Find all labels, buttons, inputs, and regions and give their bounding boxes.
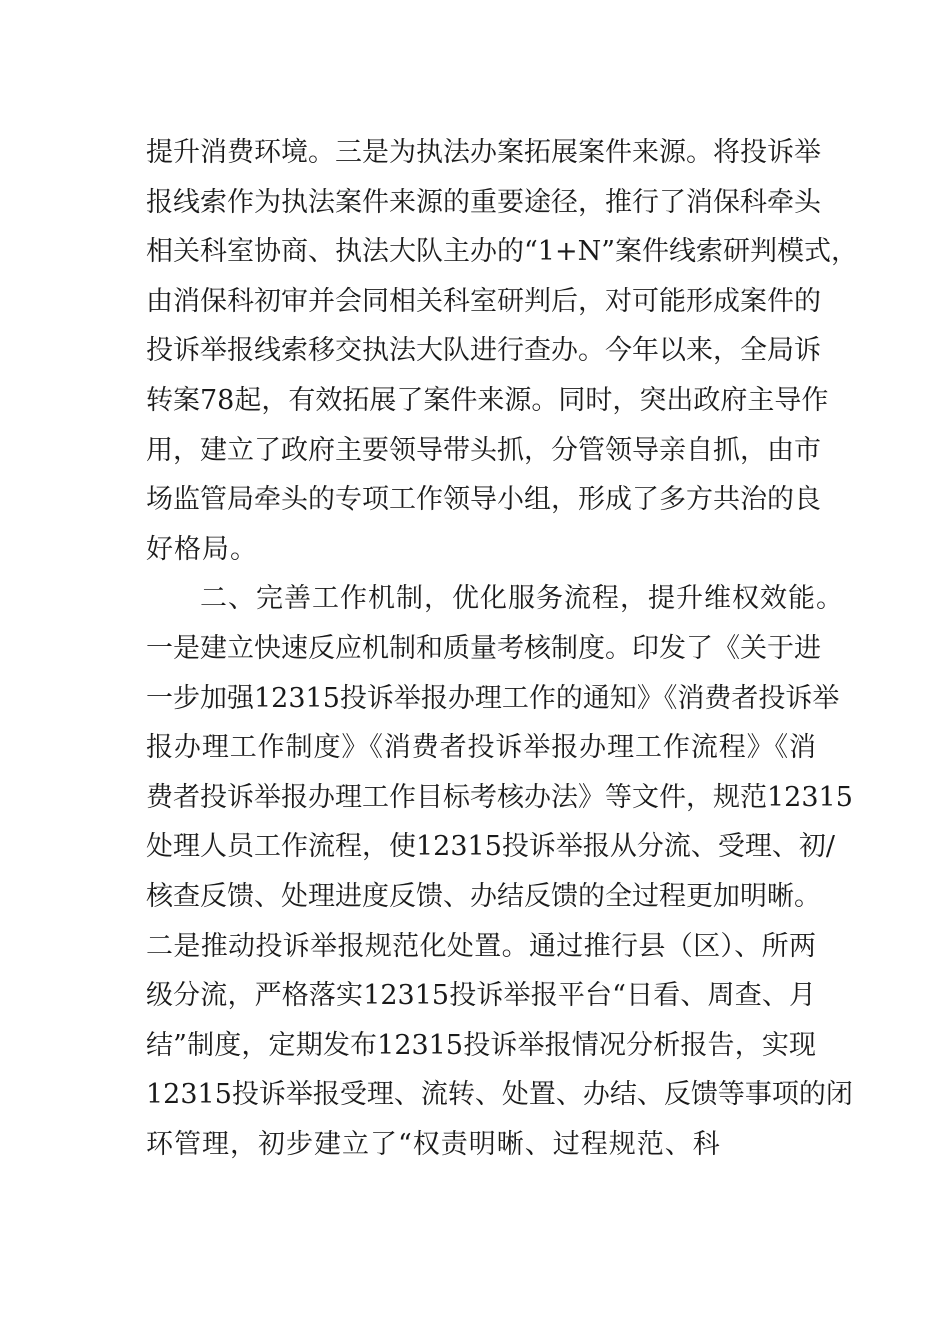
body-line: 投诉举报线索移交执法大队进行查办。今年以来，全局诉	[146, 335, 821, 367]
body-line: 费者投诉举报办理工作目标考核办法》等文件，规范12315	[146, 781, 853, 813]
body-line: 相关科室协商、执法大队主办的“1+N”案件线索研判模式，	[146, 236, 859, 268]
body-line: 级分流，严格落实12315投诉举报平台“日看、周查、月	[146, 980, 816, 1012]
body-line: 好格局。	[146, 533, 258, 565]
body-line: 结”制度，定期发布12315投诉举报情况分析报告，实现	[146, 1029, 816, 1061]
body-line: 提升消费环境。三是为执法办案拓展案件来源。将投诉举	[146, 137, 821, 168]
body-line: 报办理工作制度》《消费者投诉举报办理工作流程》《消	[146, 732, 816, 764]
body-line: 12315投诉举报受理、流转、处置、办结、反馈等事项的闭	[146, 1079, 853, 1111]
body-line: 一步加强12315投诉举报办理工作的通知》《消费者投诉举	[146, 682, 840, 714]
body-line: 报线索作为执法案件来源的重要途径，推行了消保科牵头	[146, 186, 821, 218]
body-line: 二是推动投诉举报规范化处置。通过推行县（区）、所两	[146, 930, 816, 962]
document-body	[146, 128, 859, 1169]
body-line: 用，建立了政府主要领导带头抓，分管领导亲自抓，由市	[146, 434, 821, 466]
body-line: 处理人员工作流程，使12315投诉举报从分流、受理、初/	[146, 831, 835, 863]
body-line: 核查反馈、处理进度反馈、办结反馈的全过程更加明晰。	[146, 880, 821, 912]
body-line: 一是建立快速反应机制和质量考核制度。印发了《关于进	[146, 632, 821, 664]
section-heading: 二、完善工作机制，优化服务流程，提升维权效能。	[200, 583, 844, 615]
body-line: 由消保科初审并会同相关科室研判后，对可能形成案件的	[146, 285, 821, 317]
body-line: 场监管局牵头的专项工作领导小组，形成了多方共治的良	[146, 484, 821, 516]
body-line: 环管理，初步建立了“权责明晰、过程规范、科	[146, 1128, 721, 1160]
body-line: 转案78起，有效拓展了案件来源。同时，突出政府主导作	[146, 384, 829, 416]
